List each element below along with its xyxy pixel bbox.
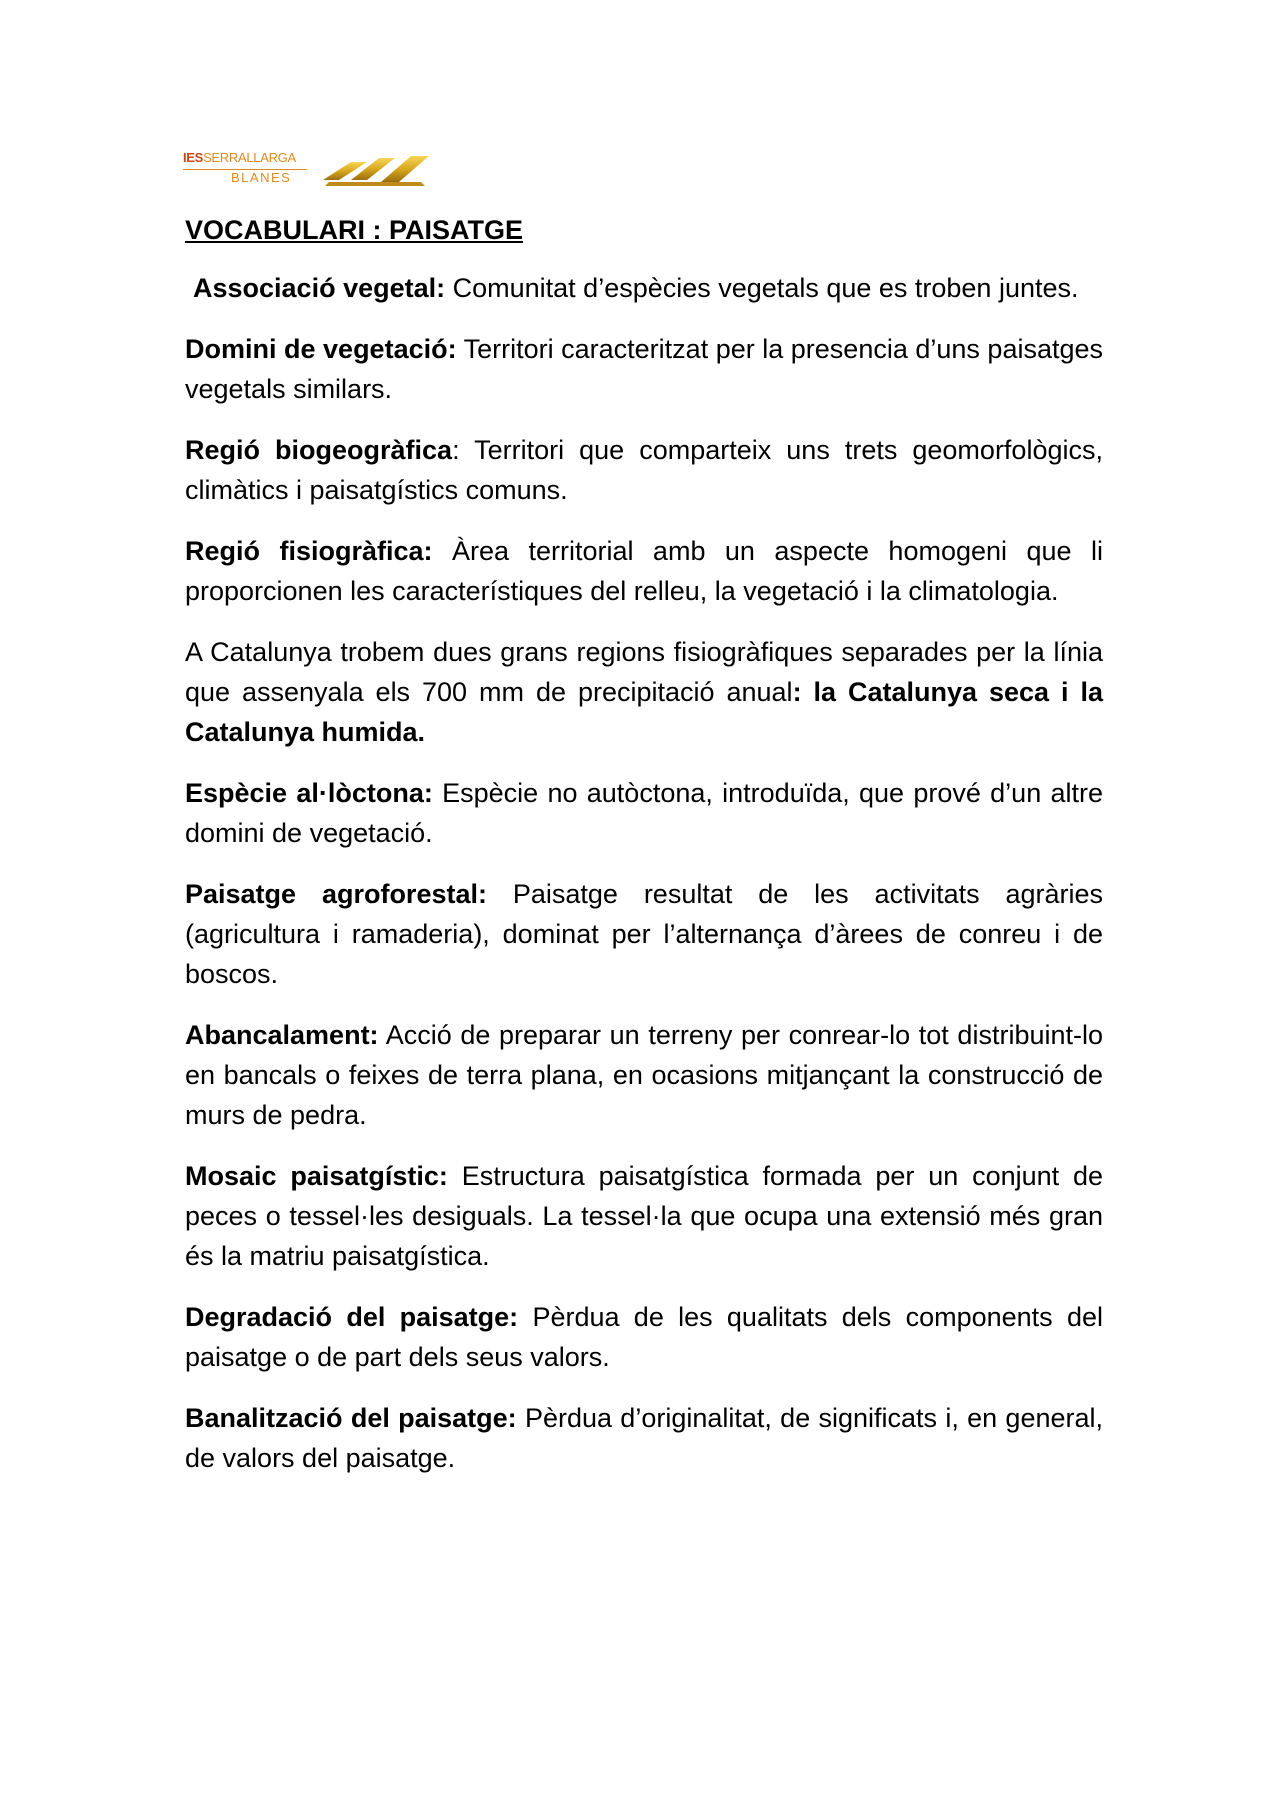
document-body [185, 210, 1103, 1499]
term: Associació vegetal: [193, 273, 446, 303]
school-logo [183, 150, 433, 188]
term: Domini de vegetació: [185, 334, 457, 364]
logo-ies: IES [183, 150, 204, 165]
entry-associacio-vegetal [185, 268, 1103, 308]
paragraph-text: A Catalunya trobem dues grans regions fisiogràfiques separades per la línia que assenyala els 700 mm de precipitació anual [185, 637, 1103, 707]
term: Espècie al·lòctona: [185, 778, 433, 808]
term: Regió fisiogràfica: [185, 536, 433, 566]
definition: Estructura paisatgística formada per un conjunt de peces o tessel·les desiguals. La tessel·la que ocupa una extensió més gran és la matriu paisatgística. [185, 1161, 1103, 1271]
definition: Pèrdua d’originalitat, de significats i, en general, de valors del paisatge. [185, 1403, 1104, 1473]
entry-banalitzacio-del-paisatge [185, 1398, 1103, 1478]
entry-especie-allòctona [185, 773, 1103, 853]
term: Banalització del paisatge: [185, 1403, 517, 1433]
entry-regio-fisiografica [185, 531, 1103, 611]
entry-mosaic-paisatgistic [185, 1156, 1103, 1276]
paragraph-bold-text: : la Catalunya seca i la Catalunya humida. [185, 677, 1103, 747]
paragraph-catalunya-regions [185, 632, 1103, 752]
page-title: VOCABULARI : PAISATGE [185, 215, 524, 245]
logo-line1 [183, 150, 296, 165]
logo-town: BLANES [231, 170, 292, 185]
term: Paisatge agroforestal: [185, 879, 487, 909]
term: Abancalament: [185, 1020, 379, 1050]
definition: Territori caracteritzat per la presencia d’uns paisatges vegetals similars. [185, 334, 1104, 404]
definition: Espècie no autòctona, introduïda, que prové d’un altre domini de vegetació. [185, 778, 1104, 848]
definition: Paisatge resultat de les activitats agràries (agricultura i ramaderia), dominat per l’alternança d’àrees de conreu i de boscos. [185, 879, 1104, 989]
definition: : Territori que comparteix uns trets geomorfològics, climàtics i paisatgístics comuns. [185, 435, 1103, 505]
entry-regio-biogeografica [185, 430, 1103, 510]
term: Mosaic paisatgístic: [185, 1161, 448, 1191]
entry-abancalament [185, 1015, 1103, 1135]
entry-domini-de-vegetacio [185, 329, 1103, 409]
logo-text [183, 150, 323, 188]
logo-school-name: SERRALLARGA [203, 150, 296, 165]
definition: Acció de preparar un terreny per conrear-lo tot distribuint-lo en bancals o feixes de terra plana, en ocasions mitjançant la construcció de murs de pedra. [185, 1020, 1103, 1130]
definition: Àrea territorial amb un aspecte homogeni que li proporcionen les característiques del relleu, la vegetació i la climatologia. [185, 536, 1103, 606]
term: Degradació del paisatge: [185, 1302, 519, 1332]
definition: Comunitat d’espècies vegetals que es troben juntes. [445, 273, 1079, 303]
term: Regió biogeogràfica [185, 435, 453, 465]
entry-degradacio-del-paisatge [185, 1297, 1103, 1377]
definition: Pèrdua de les qualitats dels components del paisatge o de part dels seus valors. [185, 1302, 1103, 1372]
entry-paisatge-agroforestal [185, 874, 1103, 994]
wheat-stripes-logo-icon [321, 150, 433, 188]
